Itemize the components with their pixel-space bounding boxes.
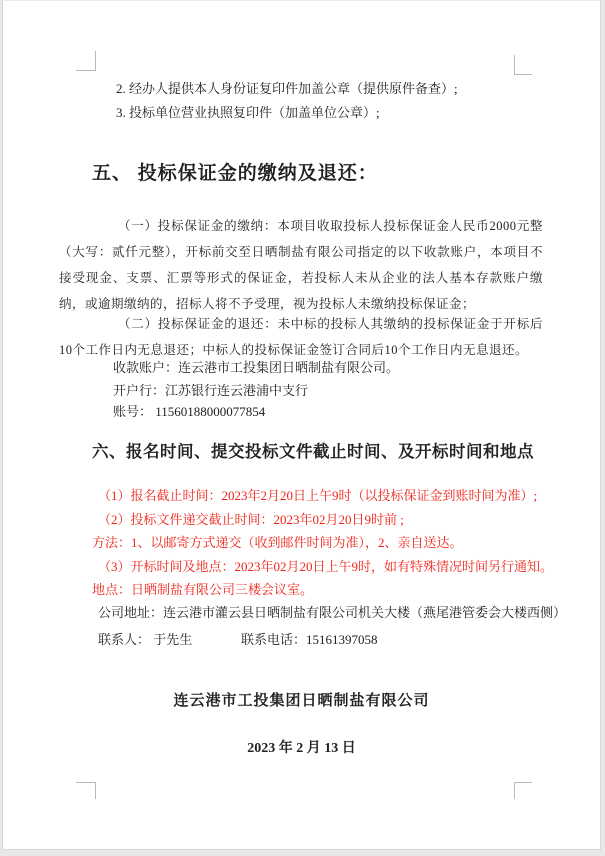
contact-name: 联系人： 于先生 [98, 632, 193, 647]
company-address-line: 公司地址：连云港市灌云县日晒制盐有限公司机关大楼（燕尾港管委会大楼西侧） [98, 605, 567, 620]
contact-phone: 联系电话：15161397058 [241, 632, 378, 647]
margin-mark-top-right [514, 55, 532, 75]
margin-mark-bottom-right [514, 782, 532, 799]
intro-line-3: 3. 投标单位营业执照复印件（加盖单位公章）; [116, 105, 380, 120]
bank-line: 开户行：江苏银行连云港浦中支行 [113, 383, 309, 398]
account-number-line: 账号： 11560188000077854 [113, 404, 266, 419]
deposit-refund-paragraph: （二）投标保证金的退还：未中标的投标人其缴纳的投标保证金于开标后10个工作日内无息退还；中标人的投标保证金签订合同后10个工作日内无息退还。 [59, 317, 543, 357]
intro-line-2: 2. 经办人提供本人身份证复印件加盖公章（提供原件备查）; [116, 81, 458, 96]
signup-deadline-line: （1）报名截止时间：2023年2月20日上午9时（以投标保证金到账时间为准）; [98, 488, 538, 503]
footer-date: 2023 年 2 月 13 日 [247, 741, 356, 756]
submission-deadline-line: （2）投标文件递交截止时间：2023年02月20日9时前 ; [98, 512, 404, 527]
section5-heading: 五、 投标保证金的缴纳及退还： [92, 163, 378, 184]
document-page [2, 0, 601, 850]
margin-mark-bottom-left [76, 782, 96, 799]
bid-opening-place-line: 地点：日晒制盐有限公司三楼会议室。 [92, 582, 314, 597]
delivery-method-line: 方法：1、以邮寄方式递交（收到邮件时间为准），2、亲自送达。 [92, 535, 463, 550]
payee-account-line: 收款账户：连云港市工投集团日晒制盐有限公司。 [113, 360, 400, 375]
bid-opening-time-line: （3）开标时间及地点：2023年02月20日上午9时，如有特殊情况时间另行通知。 [98, 559, 554, 574]
margin-mark-top-left [76, 51, 96, 71]
contact-row [3, 629, 600, 645]
deposit-payment-paragraph: （一）投标保证金的缴纳：本项目收取投标人投标保证金人民币2000元整（大写：贰仟元整），开标前交至日晒制盐有限公司指定的以下收款账户，本项目不接受现金、支票、汇票等形式的保证金，若投标人未从企业的法人基本存款账户缴纳，或逾期缴纳的，招标人将不予受理，视为投标人未缴纳投标保证金； [59, 219, 543, 311]
footer-company-name: 连云港市工投集团日晒制盐有限公司 [173, 693, 430, 709]
section6-heading: 六、报名时间、提交投标文件截止时间、及开标时间和地点 [92, 442, 534, 461]
